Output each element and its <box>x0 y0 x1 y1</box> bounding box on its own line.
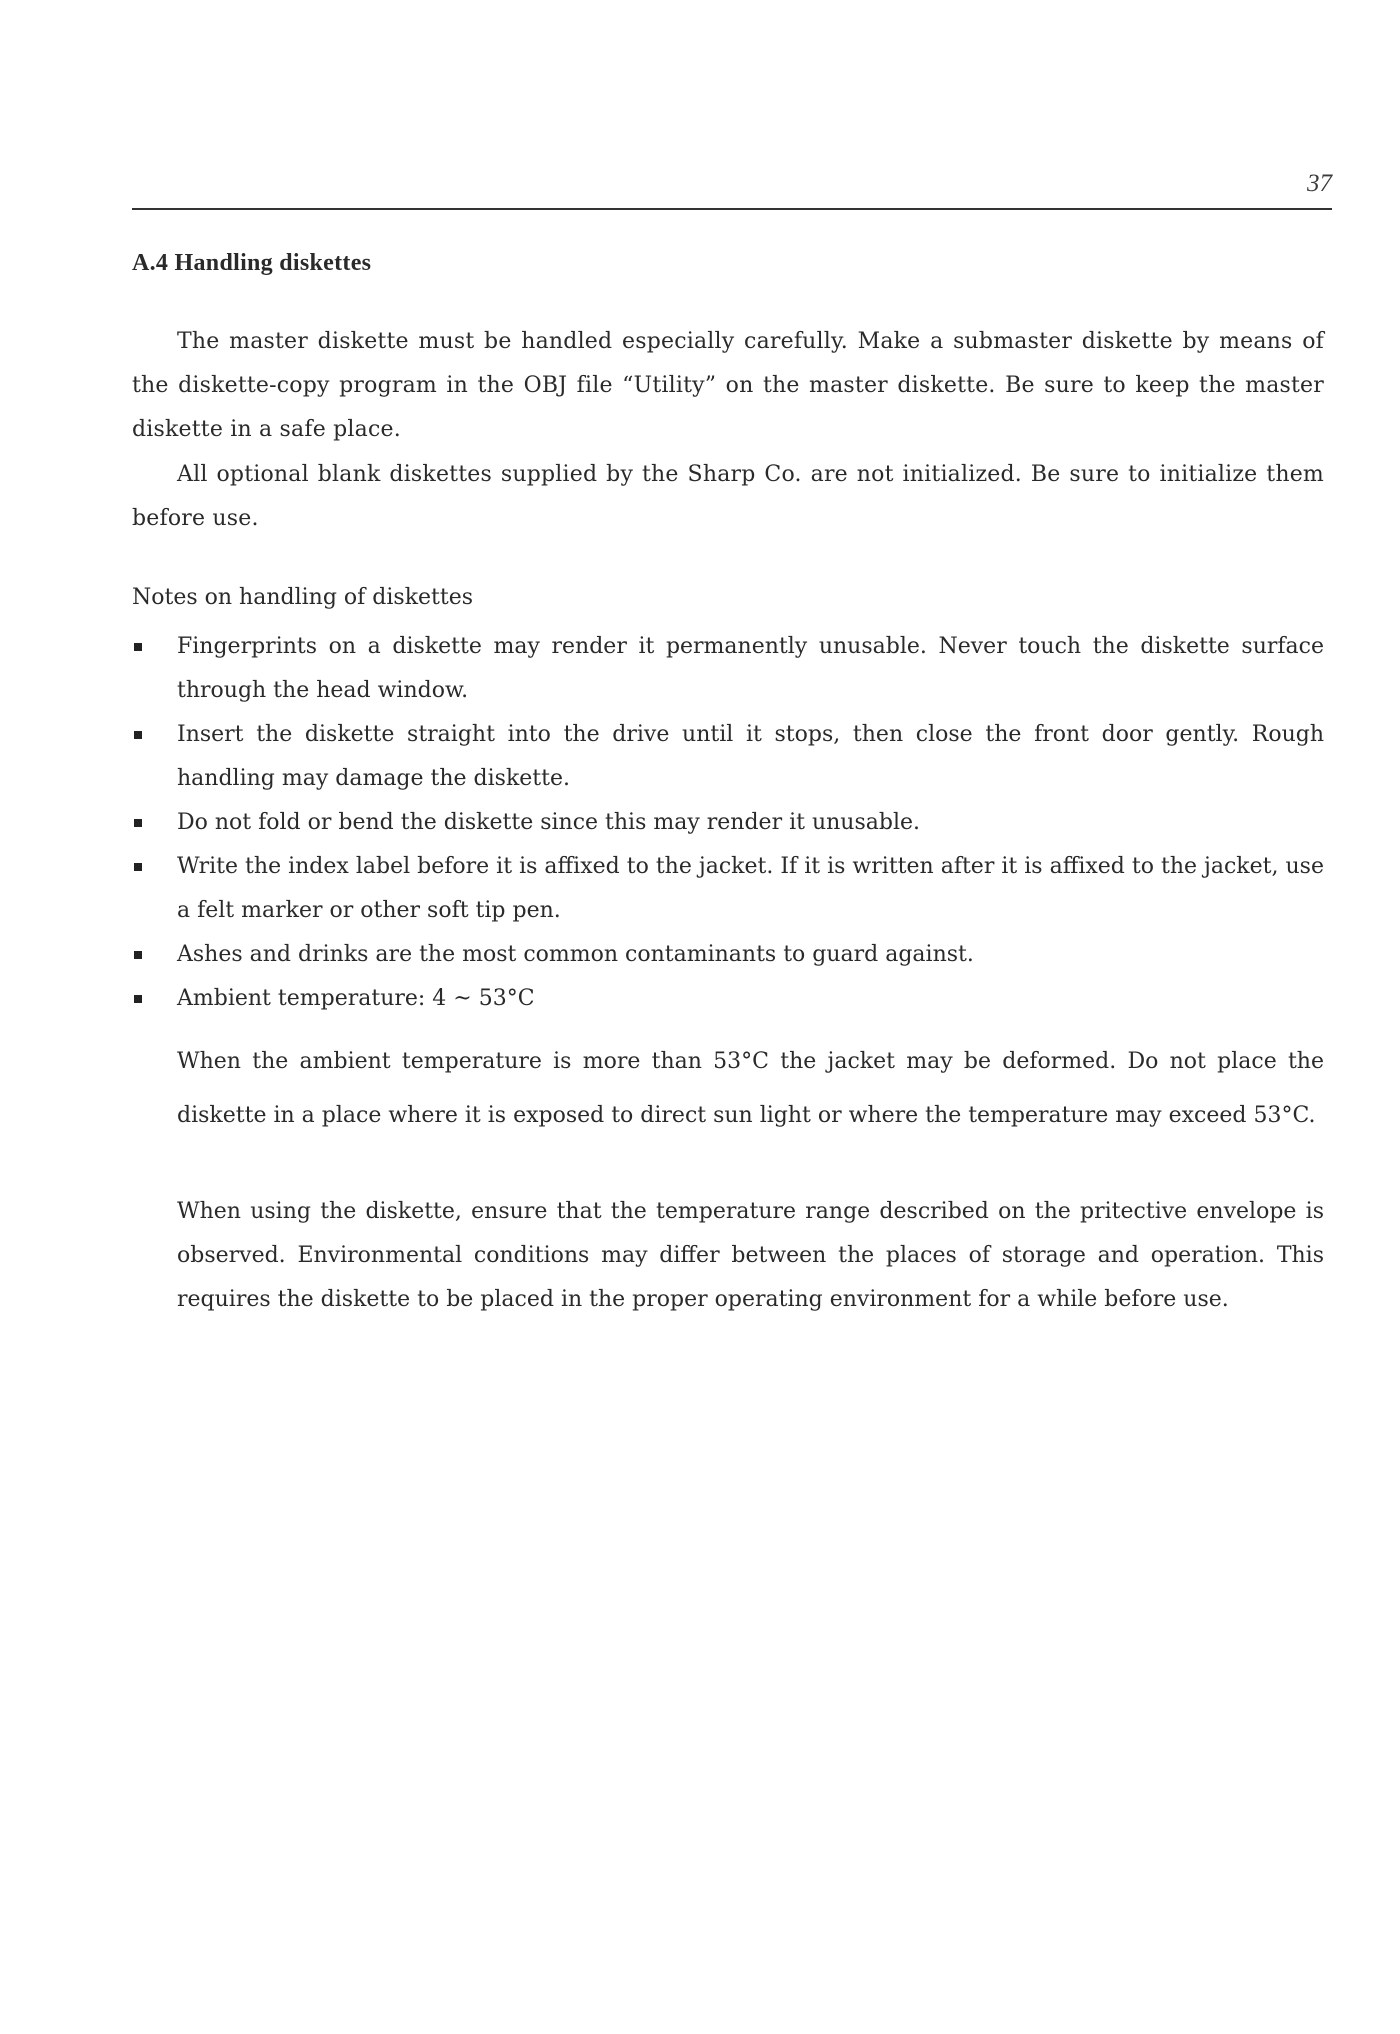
page-number: 37 <box>1307 170 1332 197</box>
header-rule <box>132 208 1332 210</box>
list-item <box>132 625 1324 713</box>
bullet-icon <box>134 951 142 959</box>
list-item-text: Ashes and drinks are the most common contaminants to guard against. <box>177 942 974 967</box>
list-item <box>132 713 1324 801</box>
paragraph-text: When the ambient temperature is more than 53°C the jacket may be deformed. Do not place the diskette in a place where it is exposed to direct sun light or where the temperature may exceed 53°C. <box>177 1049 1324 1128</box>
list-item-text: Insert the diskette straight into the drive until it stops, then close the front door gently. Rough handling may damage the diskette. <box>177 722 1324 791</box>
bullet-icon <box>134 643 142 651</box>
paragraph-text: The master diskette must be handled especially carefully. Make a submaster diskette by means of the diskette-copy program in the OBJ file “Utility” on the master diskette. Be sure to keep the master diskette in a safe place. <box>132 329 1324 442</box>
notes-heading: Notes on handling of diskettes <box>132 585 474 610</box>
paragraph-text: When using the diskette, ensure that the temperature range described on the pritective envelope is observed. Environmental conditions may differ between the places of storage and operation. This requires the diskette to be placed in the proper operating environment for a while before use. <box>177 1199 1324 1312</box>
list-item <box>132 845 1324 933</box>
list-item-text: Do not fold or bend the diskette since this may render it unusable. <box>177 810 920 835</box>
bullet-icon <box>134 731 142 739</box>
list-item-text: Fingerprints on a diskette may render it permanently unusable. Never touch the diskette surface through the head window. <box>177 634 1324 703</box>
notes-list <box>132 625 1324 1021</box>
list-item <box>132 977 1324 1021</box>
list-item <box>132 933 1324 977</box>
intro-paragraph-1 <box>132 320 1324 452</box>
paragraph-text: All optional blank diskettes supplied by the Sharp Co. are not initialized. Be sure to initialize them before use. <box>132 462 1324 531</box>
temperature-note-1 <box>177 1035 1324 1143</box>
list-item <box>132 801 1324 845</box>
bullet-icon <box>134 995 142 1003</box>
section-heading: A.4 Handling diskettes <box>132 250 372 276</box>
bullet-icon <box>134 863 142 871</box>
list-item-text: Write the index label before it is affixed to the jacket. If it is written after it is affixed to the jacket, use a felt marker or other soft tip pen. <box>177 854 1324 923</box>
temperature-note-2 <box>177 1190 1324 1322</box>
intro-paragraph-2 <box>132 453 1324 541</box>
list-item-text: Ambient temperature: 4 ~ 53°C <box>177 986 535 1011</box>
bullet-icon <box>134 819 142 827</box>
